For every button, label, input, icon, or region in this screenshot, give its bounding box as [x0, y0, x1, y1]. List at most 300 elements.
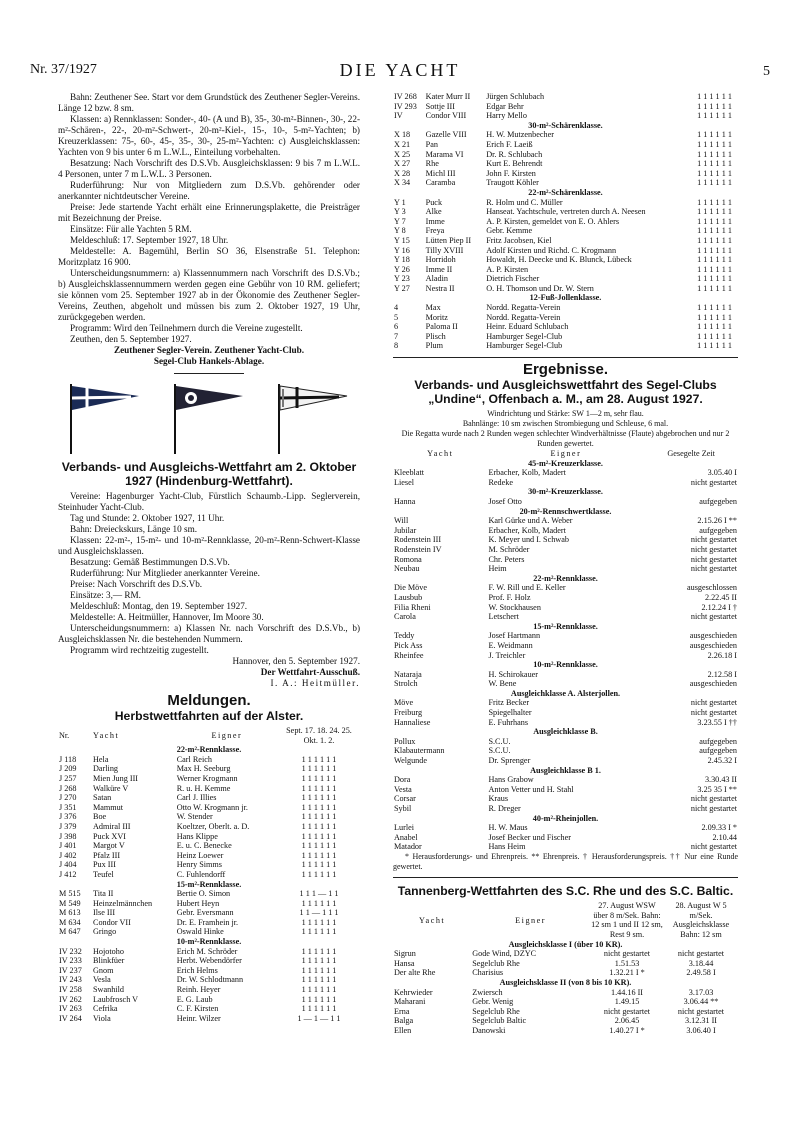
class-heading-row: [58, 880, 360, 890]
yacht-name: Heinzelmännchen: [93, 898, 153, 908]
owner-name: Nordd. Regatta-Verein: [486, 312, 561, 322]
race-entries: 1 1 1 1 1 1: [301, 985, 337, 995]
sail-number: IV 263: [59, 1004, 82, 1014]
time-27-august: nicht gestartet: [603, 1006, 651, 1016]
col-header-nr: Nr.: [59, 730, 70, 740]
sail-number: M 515: [59, 889, 81, 899]
table-row: [393, 497, 738, 507]
zeuthen-paragraph: Klassen: a) Rennklassen: Sonder-, 40- (A und B), 35-, 30-m²-Binnen-, 30-, 22-m²-Schären-, 22-, 20-m²-Schwert-, 20-m²-Kiel-, 15-, 10-, 5-m²-Yachten; b) Kreuzerklassen: 75-, 60-, 45-, 35-, 30-, 25-m²-Yachten: c) Ausgleichsklassen: Yachten von 9 bis unter 6 m L.W.L., Einteilung vorbehalten.: [58, 114, 360, 157]
sail-number: 8: [394, 341, 399, 351]
table-row: [58, 774, 360, 784]
yacht-name: Liesel: [394, 477, 415, 487]
table-row: [393, 641, 738, 651]
owner-name: Josef Becker und Fischer: [488, 832, 571, 842]
sail-number: M 647: [59, 927, 81, 937]
race-entries: 1 1 1 1 1 1: [697, 159, 732, 169]
table-row: [393, 670, 738, 680]
yacht-name: Vesta: [394, 784, 412, 794]
owner-name: Prof. F. Holz: [488, 592, 531, 602]
wettfahrt-paragraph: Vereine: Hagenburger Yacht-Club, Fürstlich Schaumb.-Lipp. Seglerverein, Steinhuder Yacht-Club.: [58, 491, 360, 512]
owner-name: Erbacher, Kolb, Madert: [488, 525, 566, 535]
pennant-red-cross-flag: [273, 380, 353, 456]
owner-name: Otto W. Krogmann jr.: [176, 802, 248, 812]
time-28-august: 3.12.31 II: [684, 1016, 718, 1026]
sail-number: M 613: [59, 908, 81, 918]
yacht-name: Cefrika: [93, 1004, 118, 1014]
owner-name: Hanseat. Yachtschule, vertreten durch A. Neesen: [486, 207, 646, 217]
race-entries: 1 1 1 1 1 1: [697, 216, 732, 226]
yacht-name: Neubau: [394, 564, 420, 574]
class-heading-row: [393, 487, 738, 497]
yacht-name: Rheinfee: [394, 650, 424, 660]
race-entries: 1 1 1 1 1 1: [301, 793, 337, 803]
table-row: [393, 804, 738, 814]
page-number: 5: [763, 64, 770, 79]
sail-number: IV 258: [59, 985, 82, 995]
zeuthen-paragraph: Meldestelle: A. Bagemühl, Berlin SO 36, Elsenstraße 51. Telephon: Moritzplatz 16 900.: [58, 246, 360, 267]
owner-name: Henry Simms: [176, 860, 222, 870]
owner-name: R. Dreger: [488, 804, 521, 813]
yacht-name: Puck: [425, 197, 443, 207]
race-entries: 1 1 1 1 1 1: [301, 946, 337, 956]
table-row: [393, 198, 738, 208]
race-entries: 1 1 1 1 1 1: [697, 322, 732, 332]
owner-name: Karl Gürke und A. Weber: [488, 516, 573, 526]
ergebnisse-title: Ergebnisse.: [522, 361, 609, 379]
yacht-name: Carola: [394, 612, 416, 622]
yacht-name: Pux III: [93, 860, 116, 870]
owner-name: Hans Klippe: [176, 831, 218, 841]
time-27-august: 1.51.53: [614, 958, 640, 968]
yacht-name: Anabel: [394, 832, 418, 842]
yacht-name: Imme: [425, 216, 445, 226]
race-entries: 1 1 1 — 1 1: [299, 889, 339, 899]
yacht-name: Imme II: [425, 264, 453, 274]
table-row: [393, 535, 738, 545]
yacht-name: Rhe: [425, 159, 439, 169]
race-entries: 1 1 1 1 1 1: [301, 994, 337, 1004]
class-heading: 15-m²-Rennklasse.: [176, 879, 242, 889]
table-row: [393, 842, 738, 852]
meldungen-table-continued: [393, 92, 738, 351]
table-row: [58, 793, 360, 803]
yacht-name: Die Möve: [394, 583, 427, 593]
owner-name: Gebr. Kemme: [486, 226, 533, 236]
yacht-name: Rodenstein III: [394, 535, 442, 545]
yacht-name: Jubilar: [394, 525, 417, 535]
table-row: [393, 564, 738, 574]
owner-name: Gode Wind, DZYC: [472, 949, 537, 959]
owner-name: H. Schirokauer: [488, 669, 539, 679]
class-heading-row: [393, 727, 738, 737]
owner-name: W. Stender: [176, 812, 213, 822]
wettfahrt-paragraph: Preise: Nach Vorschrift des D.S.Vb.: [70, 579, 203, 589]
table-row: [393, 92, 738, 102]
class-heading-row: [393, 622, 738, 632]
col-header-yacht: Yacht: [418, 915, 446, 925]
sail-number: J 402: [59, 850, 77, 860]
class-heading: 30-m²-Kreuzerklasse.: [528, 487, 603, 497]
sail-number: Y 23: [394, 274, 410, 284]
owner-name: E. G. Laub: [176, 994, 213, 1004]
yacht-name: Blinkfüer: [93, 956, 125, 966]
class-heading-row: [393, 293, 738, 303]
yacht-name: Möve: [394, 698, 414, 708]
sail-number: J 257: [59, 773, 77, 783]
sail-number: X 25: [394, 149, 411, 159]
sail-number: J 268: [59, 783, 77, 793]
class-heading: 10-m²-Rennklasse.: [176, 937, 242, 947]
tannenberg-table: [393, 901, 738, 1035]
sail-number: Y 18: [394, 255, 410, 265]
race-entries: 1 1 1 1 1 1: [697, 264, 732, 274]
sail-number: J 401: [59, 841, 77, 851]
time-28-august: 3.18.44: [688, 958, 714, 968]
yacht-name: Sigrun: [394, 949, 416, 959]
zeuthen-signature-1: Zeuthener Segler-Verein. Zeuthener Yacht-Club.: [113, 345, 305, 355]
race-entries: 1 1 1 1 1 1: [697, 111, 732, 121]
race-entries: 1 1 1 1 1 1: [301, 783, 337, 793]
owner-name: Josef Otto: [488, 497, 522, 506]
table-row: [393, 246, 738, 256]
table-row: [393, 679, 738, 689]
race-entries: 1 1 1 1 1 1: [301, 927, 337, 937]
table-row: [393, 775, 738, 785]
time-27-august: 1.40.27 I *: [609, 1025, 645, 1035]
race-entries: 1 1 1 1 1 1: [697, 226, 732, 236]
yacht-name: Pollux: [394, 736, 416, 746]
sailed-time: nicht gestartet: [690, 698, 737, 708]
yacht-name: Gazelle VIII: [425, 130, 467, 140]
sailed-time: nicht gestartet: [690, 612, 737, 622]
sailed-time: 2.10.44: [712, 832, 737, 842]
yacht-name: Pan: [425, 139, 438, 149]
yacht-name: Hanna: [394, 497, 416, 506]
table-row: [393, 794, 738, 804]
yacht-name: Swanhild: [93, 985, 124, 995]
yacht-name: Marama VI: [425, 149, 464, 159]
sailed-time: ausgeschieden: [689, 640, 737, 650]
divider: [174, 373, 244, 374]
sailed-time: aufgegeben: [699, 497, 737, 506]
sailed-time: nicht gestartet: [690, 564, 737, 574]
owner-name: A. P. Kirsten: [486, 264, 529, 274]
table-row: [393, 997, 738, 1007]
yacht-name: Nestra II: [425, 283, 455, 293]
yacht-name: Erna: [394, 1006, 410, 1016]
class-heading: 22-m²-Rennklasse.: [176, 745, 242, 755]
yacht-name: Hojotoho: [93, 946, 124, 956]
owner-name: Segelclub Baltic: [472, 1016, 527, 1026]
class-heading: 12-Fuß-Jollenklasse.: [529, 293, 602, 303]
owner-name: Dr. W. Schlodtmann: [176, 975, 244, 985]
sailed-time: aufgegeben: [699, 746, 737, 756]
zeuthen-paragraph: Ruderführung: Nur von Mitgliedern zum D.S.Vb. gehörender oder anerkannter nichtdeutscher Vereine.: [58, 180, 360, 201]
table-row: [58, 975, 360, 985]
ergebnisse-subtitle: Verbands- und Ausgleichswettfahrt des Segel-Clubs „Undine“, Offenbach a. M., am 28. August 1927.: [414, 378, 717, 407]
table-row: [393, 949, 738, 959]
race-info-line: Die Regatta wurde nach 2 Runden wegen schlechter Windverhältnisse (Flaute) abgebrochen und nur 2 Runden gewertet.: [401, 429, 730, 449]
owner-name: Zwiersch: [472, 987, 503, 997]
sailed-time: 2.09.33 I *: [701, 823, 737, 833]
class-heading: 30-m²-Schärenklasse.: [528, 120, 603, 130]
owner-name: E. u. C. Benecke: [176, 841, 232, 851]
race-entries: 1 1 1 1 1 1: [697, 149, 732, 159]
table-row: [393, 1026, 738, 1036]
wettfahrt-body: [58, 491, 360, 656]
race-entries: 1 1 1 1 1 1: [697, 331, 732, 341]
table-row: [393, 265, 738, 275]
sailed-time: 2.15.26 I **: [697, 516, 737, 526]
wettfahrt-paragraph: Ruderführung: Nur Mitglieder anerkannter Vereine.: [70, 568, 260, 578]
class-heading: Ausgleichsklasse II (von 8 bis 10 KR).: [499, 977, 632, 987]
class-heading: 15-m²-Rennklasse.: [533, 621, 598, 631]
owner-name: W. Stockhausen: [488, 602, 541, 612]
race-entries: 1 1 1 1 1 1: [301, 773, 337, 783]
owner-name: M. Schröder: [488, 544, 530, 554]
yacht-name: Ilse III: [93, 908, 116, 918]
owner-name: A. P. Kirsten, gemeldet von E. O. Ahlers: [486, 216, 620, 226]
owner-name: Heinz Loewer: [176, 850, 224, 860]
owner-name: Kurt E. Behrendt: [486, 159, 543, 169]
yacht-name: Mammut: [93, 802, 124, 812]
time-27-august: 1.32.21 I *: [609, 968, 645, 978]
race-entries: 1 1 1 1 1 1: [697, 312, 732, 322]
col-header-27-august: 27. August WSW über 8 m/Sek. Bahn: 12 sm 1 und II 12 sm, Rest 9 sm.: [591, 901, 663, 939]
yacht-name: Teddy: [394, 631, 415, 641]
time-28-august: 3.06.40 I: [686, 1025, 716, 1035]
zeuthen-announcement: [58, 92, 360, 367]
owner-name: Bertie O. Simon: [176, 889, 231, 899]
race-entries: 1 1 1 1 1 1: [697, 178, 732, 188]
wettfahrt-title: Verbands- und Ausgleichs-Wettfahrt am 2. Oktober 1927 (Hindenburg-Wettfahrt).: [61, 460, 357, 488]
race-entries: 1 1 1 1 1 1: [301, 850, 337, 860]
yacht-name: Michl III: [425, 168, 456, 178]
yacht-name: Boe: [93, 812, 107, 822]
wettfahrt-paragraph: Tag und Stunde: 2. Oktober 1927, 11 Uhr.: [70, 513, 225, 523]
owner-name: Dr. E. Framhein jr.: [176, 917, 239, 927]
sail-number: J 379: [59, 821, 77, 831]
race-entries: 1 1 1 1 1 1: [697, 207, 732, 217]
owner-name: Dr. Sprenger: [488, 756, 531, 766]
owner-name: Kraus: [488, 794, 509, 804]
yacht-name: Freiburg: [394, 708, 423, 718]
table-row: [393, 284, 738, 294]
wettfahrt-paragraph: Meldeschluß: Montag, den 19. September 1927.: [70, 601, 248, 611]
table-row: [58, 956, 360, 966]
race-entries: 1 1 1 1 1 1: [697, 245, 732, 255]
table-row: [393, 959, 738, 969]
yacht-name: Margot V: [93, 841, 125, 851]
yacht-name: Puck XVI: [93, 831, 126, 841]
sail-number: J 412: [59, 869, 77, 879]
sail-number: Y 26: [394, 264, 410, 274]
wettfahrt-paragraph: Einsätze: 3,— RM.: [70, 590, 141, 600]
sail-number: Y 15: [394, 235, 410, 245]
race-entries: 1 1 1 1 1 1: [301, 812, 337, 822]
race-entries: 1 1 1 1 1 1: [301, 898, 337, 908]
owner-name: R. Holm und C. Müller: [486, 197, 563, 207]
owner-name: Edgar Behr: [486, 101, 524, 111]
owner-name: W. Bene: [488, 679, 517, 689]
meldungen-table: [58, 726, 360, 1023]
sail-number: J 209: [59, 764, 77, 774]
race-entries: 1 1 1 1 1 1: [301, 821, 337, 831]
sail-number: X 27: [394, 159, 411, 169]
sailed-time: 2.12.24 I †: [701, 602, 737, 612]
zeuthen-date: Zeuthen, den 5. September 1927.: [70, 334, 192, 344]
class-heading-row: [393, 660, 738, 670]
owner-name: Harry Mello: [486, 111, 527, 121]
sail-number: IV 237: [59, 965, 82, 975]
yacht-name: Moritz: [425, 312, 448, 322]
sail-number: 5: [394, 312, 399, 322]
yacht-name: Kater Murr II: [425, 92, 471, 101]
wettfahrt-paragraph: Besatzung: Gemäß Bestimmungen D.S.Vb.: [70, 557, 230, 567]
table-row: [393, 603, 738, 613]
table-row: [393, 718, 738, 728]
race-entries: 1 1 1 1 1 1: [697, 303, 732, 313]
class-heading: 45-m²-Kreuzerklasse.: [528, 458, 603, 468]
race-entries: 1 1 1 1 1 1: [697, 130, 732, 140]
table-row: [393, 169, 738, 179]
table-row: [393, 593, 738, 603]
table-row: [393, 226, 738, 236]
yacht-name: Hela: [93, 754, 109, 764]
race-entries: 1 1 1 1 1 1: [697, 283, 732, 293]
yacht-name: Hannaliese: [394, 717, 431, 727]
table-row: [58, 851, 360, 861]
class-heading: Ausgleichklasse A. Alsterjollen.: [510, 688, 621, 698]
sail-number: 7: [394, 331, 399, 341]
table-row: [393, 988, 738, 998]
owner-name: Segelclub Rhe: [472, 1006, 520, 1016]
yacht-name: Teufel: [93, 869, 114, 879]
sailed-time: ausgeschlossen: [686, 583, 737, 593]
yacht-name: Gnom: [93, 965, 114, 975]
right-column: [393, 92, 738, 1035]
class-heading-row: [393, 689, 738, 699]
table-row: [393, 150, 738, 160]
wettfahrt-signature-1: Der Wettfahrt-Ausschuß.: [260, 667, 360, 677]
table-row: [393, 698, 738, 708]
race-entries: 1 1 1 1 1 1: [697, 168, 732, 178]
owner-name: Heinr. Eduard Schlubach: [486, 322, 569, 332]
table-row: [393, 140, 738, 150]
owner-name: Gebr. Eversmann: [176, 908, 234, 918]
class-heading-row: [393, 574, 738, 584]
table-row: [58, 832, 360, 842]
table-row: [393, 737, 738, 747]
race-entries: 1 1 1 1 1 1: [301, 841, 337, 851]
col-header-eigner: Eigner: [211, 730, 243, 740]
yacht-name: Maharani: [394, 997, 426, 1007]
race-info-line: Bahnlänge: 10 sm zwischen Strombiegung und Schleuse, 6 mal.: [462, 419, 669, 429]
class-heading: Ausgleichklasse B 1.: [530, 765, 601, 775]
sailed-time: nicht gestartet: [690, 804, 737, 813]
class-heading: Ausgleichklasse B.: [533, 727, 598, 737]
sail-number: IV 293: [394, 101, 417, 111]
table-row: [58, 755, 360, 765]
zeuthen-paragraph: Bahn: Zeuthener See. Start vor dem Grundstück des Zeuthener Segler-Vereins. Länge 12 bzw. 8 sm.: [58, 92, 360, 113]
race-entries: 1 1 1 1 1 1: [697, 341, 732, 351]
zeuthen-paragraph: Unterscheidungsnummern: a) Klassennummern nach Vorschrift des D.S.Vb.; b) Ausgleichsklassennummern werden gegen eine Gebühr von 10 RM. geliefert; sie können vom 25. September 1927 ab in der Ökonomie des Zeuthener Segler-Vereins, Zeuthen, abgeholt und müssen bis zum 2. Oktober 1927, 19 Uhr, zurückgegeben werden.: [58, 268, 360, 322]
yacht-name: Matador: [394, 842, 422, 852]
owner-name: Danowski: [472, 1025, 506, 1035]
yacht-name: Condor VII: [93, 917, 131, 927]
class-heading: 20-m²-Rennschwertklasse.: [519, 506, 612, 516]
sailed-time: nicht gestartet: [690, 544, 737, 554]
yacht-name: Pick Ass: [394, 640, 423, 650]
owner-name: K. Meyer und I. Schwab: [488, 535, 569, 545]
sailed-time: 2.12.58 I: [707, 669, 737, 679]
yacht-name: Condor VIII: [425, 111, 467, 121]
sail-number: IV 233: [59, 956, 82, 966]
owner-name: Gebr. Wenig: [472, 997, 514, 1007]
sail-number: J 118: [59, 754, 77, 764]
zeuthen-signature-2: Segel-Club Hankels-Ablage.: [153, 356, 265, 366]
time-27-august: 1.44.16 II: [610, 987, 644, 997]
yacht-name: Max: [425, 303, 441, 313]
yacht-name: Welgunde: [394, 756, 427, 766]
owner-name: E. Weidmann: [488, 640, 533, 650]
owner-name: Max H. Seeburg: [176, 764, 231, 774]
yacht-name: Tilly XVIII: [425, 245, 464, 255]
tannenberg-title: Tannenberg-Wettfahrten des S.C. Rhe und des S.C. Baltic.: [397, 884, 734, 899]
class-heading-row: [58, 937, 360, 947]
table-row: [58, 803, 360, 813]
owner-name: Nordd. Regatta-Verein: [486, 303, 561, 313]
owner-name: Fritz Becker: [488, 698, 530, 708]
yacht-name: Strolch: [394, 679, 418, 689]
time-27-august: 2.06.45: [614, 1016, 640, 1026]
meldungen-subtitle: Herbstwettfahrten auf der Alster.: [114, 709, 304, 723]
yacht-name: Paloma II: [425, 322, 458, 332]
table-row: [393, 178, 738, 188]
yacht-name: Plum: [425, 341, 443, 351]
table-row: [58, 1014, 360, 1024]
race-entries: 1 1 1 1 1 1: [697, 197, 732, 207]
owner-name: E. Fuhrhans: [488, 717, 529, 727]
class-heading: Ausgleichsklasse I (über 10 KR).: [508, 939, 623, 949]
sailed-time: ausgeschieden: [689, 631, 737, 641]
table-row: [393, 583, 738, 593]
sailed-time: nicht gestartet: [690, 842, 737, 852]
yacht-name: Darling: [93, 764, 119, 774]
table-row: [393, 631, 738, 641]
race-entries: 1 — 1 — 1 1: [297, 1013, 341, 1023]
race-entries: 1 1 1 1 1 1: [301, 831, 337, 841]
table-row: [393, 274, 738, 284]
divider: [393, 877, 738, 878]
owner-name: C. F. Kirsten: [176, 1004, 219, 1014]
sail-number: J 376: [59, 812, 77, 822]
zeuthen-paragraph: Einsätze: Für alle Yachten 5 RM.: [70, 224, 192, 234]
col-header-zeit: Gesegelte Zeit: [667, 449, 715, 459]
yacht-name: Mien Jung III: [93, 773, 139, 783]
race-entries: 1 1 1 1 1 1: [697, 255, 732, 265]
wettfahrt-paragraph: Unterscheidungsnummern: a) Klassen Nr. nach Vorschrift des D.S.Vb., b) Ausgleichsklassen Nr. die bestehenden Nummern.: [58, 623, 360, 644]
table-row: [58, 784, 360, 794]
owner-name: Carl Reich: [176, 754, 212, 764]
yacht-name: Dora: [394, 775, 411, 785]
class-heading-row: [58, 745, 360, 755]
owner-name: Erich Helms: [176, 965, 218, 975]
yacht-name: Vesla: [93, 975, 111, 985]
owner-name: Hamburger Segel-Club: [486, 331, 563, 341]
table-row: [393, 313, 738, 323]
sail-number: J 270: [59, 793, 77, 803]
